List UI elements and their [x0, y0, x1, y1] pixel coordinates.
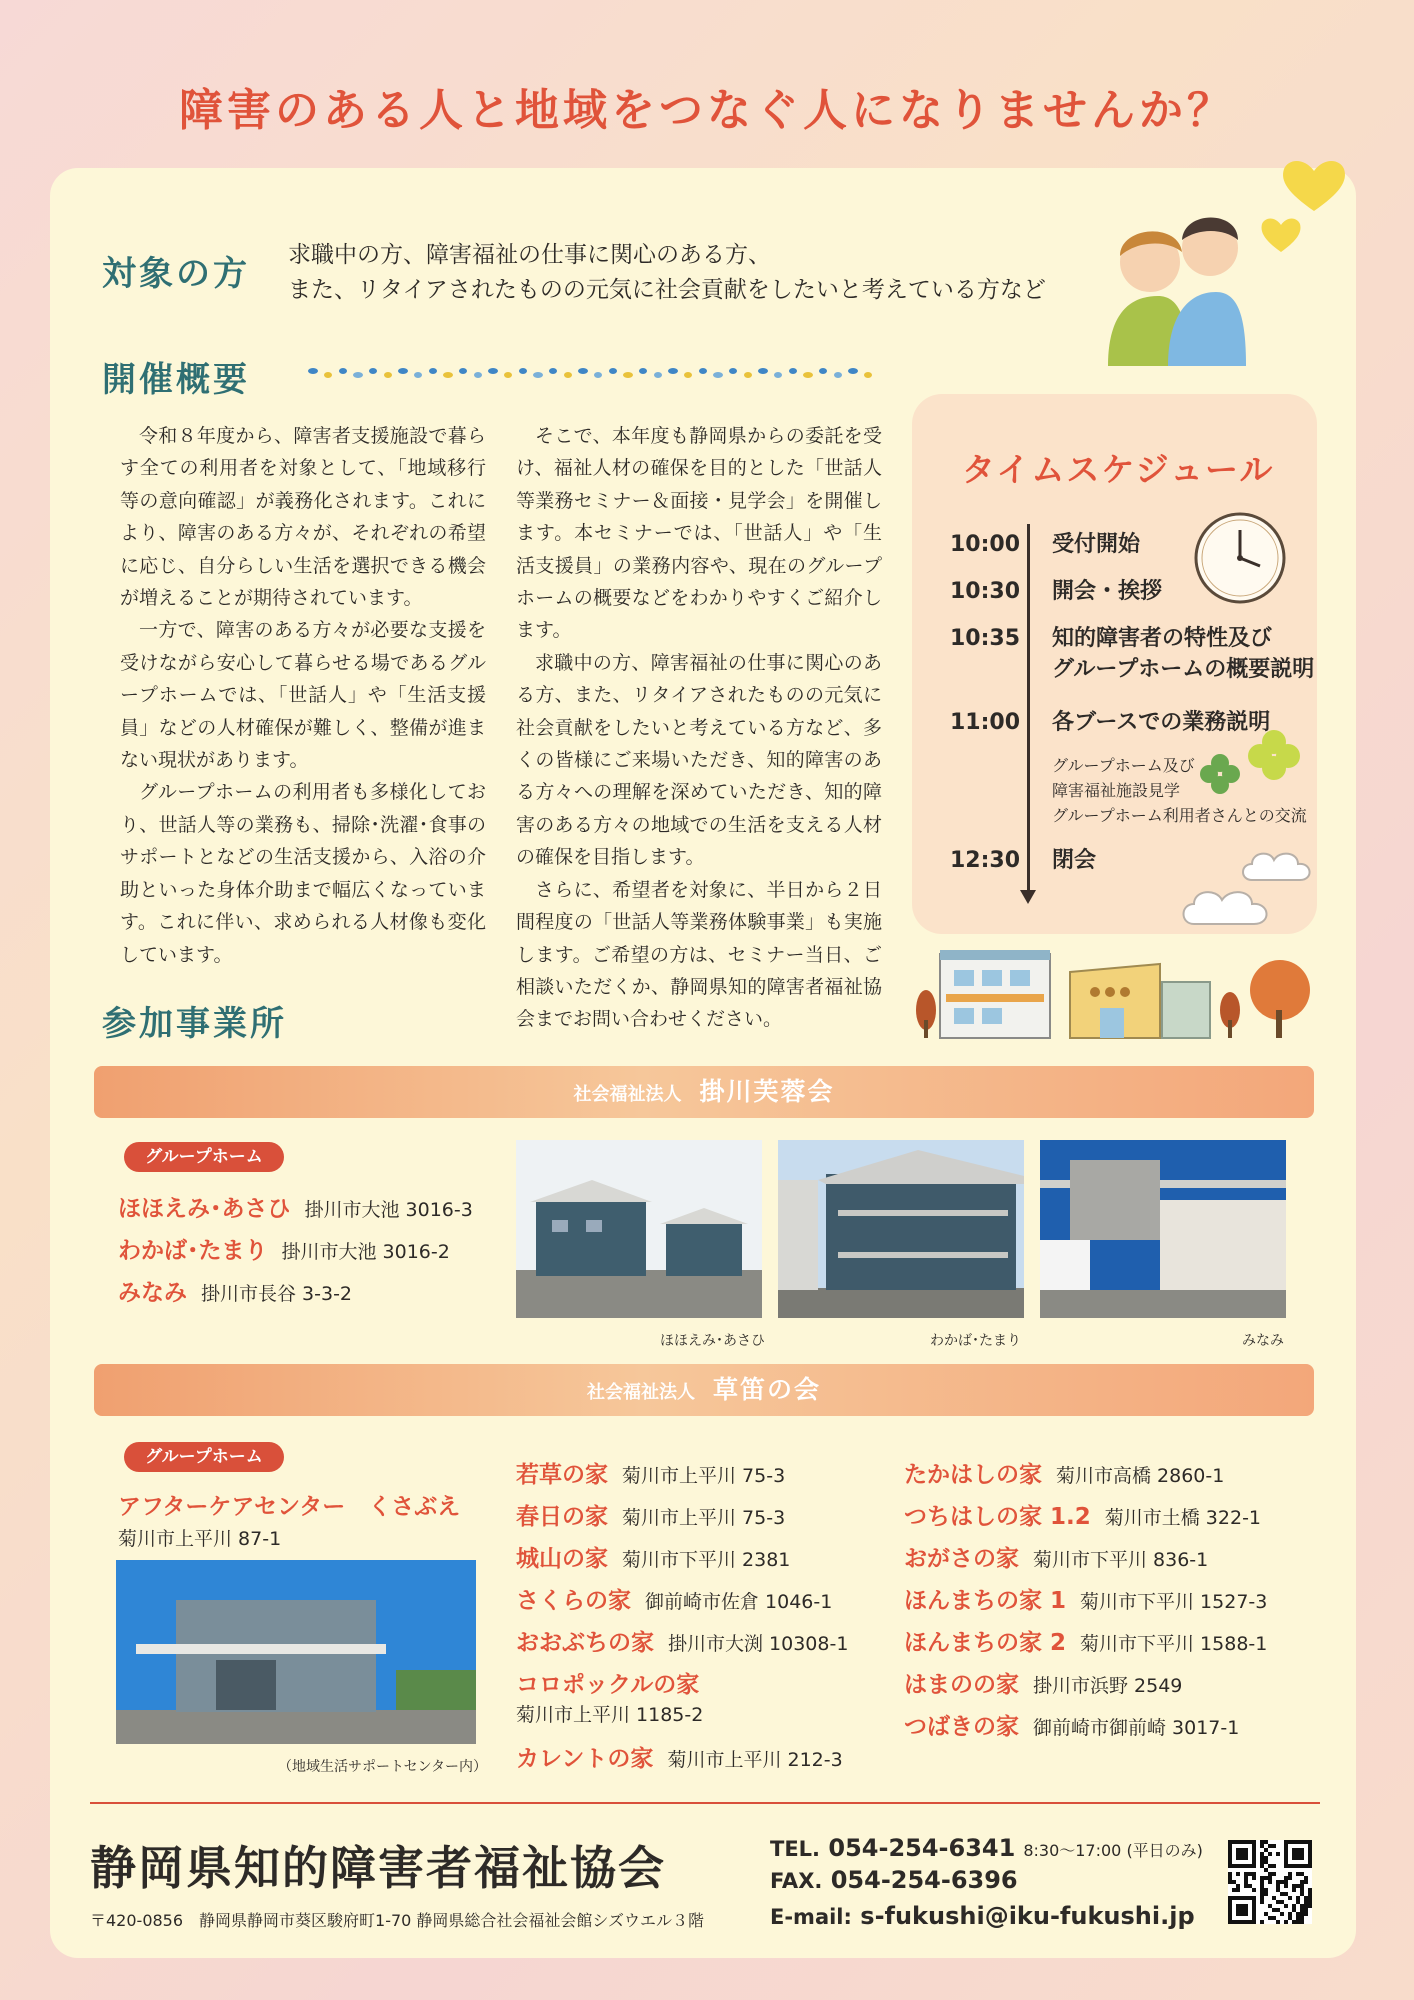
main-facility-name [118, 1488, 474, 1521]
decorative-dot [729, 368, 737, 374]
facility-row [904, 1540, 1208, 1573]
facility-row [118, 1190, 473, 1223]
decorative-dots [305, 364, 875, 382]
facility-address: 菊川市下平川 1588-1 [1080, 1633, 1268, 1655]
decorative-dot [594, 372, 602, 378]
decorative-dot [834, 372, 842, 378]
overview-paragraph: グループホームの利用者も多様化しており、世話人等の業務も、掃除･洗濯･食事のサポートとなどの生活支援から、入浴の介助といった身体介助まで幅広くなっています。これに伴い、求められる人材像も変化しています。 [120, 781, 486, 966]
schedule-title: タイムスケジュール [962, 450, 1275, 489]
facility-name: おがさの家 [904, 1546, 1019, 1572]
facility-address: 掛川市大渕 10308-1 [668, 1633, 849, 1655]
decorative-dot [864, 372, 872, 378]
schedule-time: 10:35 [950, 626, 1021, 651]
facility-row [118, 1274, 352, 1307]
facility-name: アフターケアセンター くさぶえ [118, 1494, 461, 1520]
footer-divider [90, 1802, 1320, 1804]
org-name: 草笛の会 [712, 1375, 821, 1404]
email-address[interactable]: s-fukushi@iku-fukushi.jp [860, 1902, 1195, 1930]
facility-address: 菊川市上平川 212-3 [667, 1749, 843, 1771]
facility-address: 掛川市大池 3016-3 [304, 1199, 473, 1221]
timeline-line [1027, 524, 1030, 896]
schedule-event: 開会・挨拶 [1052, 579, 1163, 604]
facility-photo [778, 1140, 1024, 1318]
facility-row [516, 1700, 703, 1727]
facility-row [904, 1456, 1224, 1489]
email-label: E-mail: [770, 1905, 852, 1929]
photo-caption: ほほえみ･あさひ [660, 1333, 765, 1349]
decorative-dot [564, 372, 572, 378]
decorative-dot [623, 372, 633, 378]
participants-title: 参加事業所 [102, 1004, 287, 1044]
decorative-dot [474, 372, 482, 378]
facility-name: つばきの家 [904, 1714, 1019, 1740]
photo-caption: みなみ [1242, 1333, 1284, 1349]
overview-paragraph: 求職中の方、障害福祉の仕事に関心のある方、また、リタイアされたものの元気に社会貢献をしたいと考えている方など、多くの皆様にご来場いただき、知的障害のある方々への理解を深めていただき、知的障害のある方々の地域での生活を支える人材の確保を目指します。 [516, 651, 882, 869]
facility-name: ほんまちの家 1 [904, 1588, 1067, 1614]
facility-address: 菊川市下平川 2381 [622, 1549, 791, 1571]
facility-name: 城山の家 [516, 1546, 608, 1572]
facility-row [904, 1582, 1267, 1615]
organization-address: 〒420-0856 静岡県静岡市葵区駿府町1-70 静岡県総合社会福祉会館シズウエル３階 [90, 1911, 704, 1930]
facility-address: 御前崎市御前崎 3017-1 [1033, 1717, 1240, 1739]
facility-name: たかはしの家 [904, 1462, 1042, 1488]
facility-name: さくらの家 [516, 1588, 631, 1614]
facility-address: 菊川市下平川 1527-3 [1080, 1591, 1268, 1613]
facility-photo [1040, 1140, 1286, 1318]
target-title: 対象の方 [102, 254, 250, 294]
facility-name: 若草の家 [516, 1462, 608, 1488]
houses-illustration [900, 930, 1320, 1040]
tel-label: TEL. [770, 1837, 821, 1861]
facility-name: つちはしの家 1.2 [904, 1504, 1091, 1530]
headline: 障害のある人と地域をつなぐ人になりませんか？ [179, 85, 1235, 136]
decorative-dot [384, 372, 392, 378]
decorative-dot [443, 372, 453, 378]
fax-label: FAX. [770, 1869, 823, 1893]
facility-row [516, 1456, 785, 1489]
facility-name: ほんまちの家 2 [904, 1630, 1067, 1656]
facility-row [904, 1708, 1239, 1741]
clock-icon [1192, 510, 1288, 606]
organization-name: 静岡県知的障害者福祉協会 [90, 1841, 666, 1895]
photo-caption: （地域生活サポートセンター内） [278, 1759, 488, 1775]
overview-paragraph: 令和８年度から、障害者支援施設で暮らす全ての利用者を対象として、「地域移行等の意向確認」が義務化されます。これにより、障害のある方々が、それぞれの希望に応じ、自分らしい生活を選択できる機会が増えることが期待されています。 [120, 425, 486, 610]
decorative-dot [758, 368, 768, 374]
facility-address: 菊川市高橋 2860-1 [1056, 1465, 1225, 1487]
fax-number: 054-254-6396 [830, 1866, 1018, 1894]
decorative-dot [533, 372, 543, 378]
schedule-time: 10:30 [950, 579, 1021, 604]
schedule-event: グループホームの概要説明 [1052, 657, 1315, 682]
qr-code[interactable] [1228, 1840, 1312, 1924]
org-prefix: 社会福祉法人 [586, 1382, 695, 1403]
decorative-dot [819, 368, 827, 374]
facility-name: コロポックルの家 [516, 1672, 700, 1698]
facility-row [516, 1540, 790, 1573]
schedule-event: 閉会 [1052, 848, 1097, 873]
facility-row [516, 1740, 843, 1773]
facility-row [904, 1666, 1182, 1699]
facility-name: ほほえみ･あさひ [118, 1196, 291, 1222]
facility-address: 菊川市上平川 87-1 [118, 1528, 282, 1550]
facility-name: はまのの家 [904, 1672, 1019, 1698]
decorative-dot [803, 372, 813, 378]
decorative-dot [699, 368, 707, 374]
schedule-event: 知的障害者の特性及び [1052, 626, 1273, 651]
decorative-dot [519, 368, 527, 374]
schedule-time: 12:30 [950, 848, 1021, 873]
heart-icon [1258, 214, 1304, 254]
facility-address: 掛川市長谷 3-3-2 [201, 1283, 353, 1305]
decorative-dot [324, 372, 332, 378]
tel-number[interactable]: 054-254-6341 [828, 1834, 1016, 1862]
decorative-dot [848, 368, 858, 374]
facility-row [516, 1666, 713, 1699]
facility-name: みなみ [118, 1280, 187, 1306]
schedule-sub: グループホーム及び [1052, 756, 1195, 775]
decorative-dot [684, 372, 692, 378]
decorative-dot [414, 372, 422, 378]
decorative-dot [353, 372, 363, 378]
schedule-sub: 障害福祉施設見学 [1052, 781, 1181, 800]
facility-photo [516, 1140, 762, 1318]
couple-illustration [1098, 196, 1248, 370]
decorative-dot [668, 368, 678, 374]
overview-column-1 [120, 420, 486, 971]
facility-name: カレントの家 [516, 1746, 654, 1772]
decorative-dot [609, 368, 617, 374]
facility-photo [116, 1560, 476, 1744]
tel-line [770, 1834, 1203, 1862]
schedule-event: 受付開始 [1052, 532, 1141, 557]
facility-row [516, 1582, 832, 1615]
org-name: 掛川芙蓉会 [699, 1077, 835, 1106]
facility-row [904, 1624, 1267, 1657]
decorative-dot [654, 372, 662, 378]
decorative-dot [429, 368, 437, 374]
decorative-dot [504, 372, 512, 378]
facility-address: 菊川市下平川 836-1 [1033, 1549, 1209, 1571]
timeline-arrow [1020, 890, 1036, 904]
schedule-event: 各ブースでの業務説明 [1052, 710, 1271, 735]
facility-name: わかば･たまり [118, 1238, 268, 1264]
fax-line [770, 1866, 1018, 1894]
overview-column-2 [516, 420, 882, 1036]
decorative-dot [578, 368, 588, 374]
org-band-kusabue [94, 1364, 1314, 1416]
clover-icon [1198, 752, 1242, 796]
cloud-icon [1178, 884, 1278, 930]
photo-caption: わかば･たまり [930, 1333, 1021, 1349]
overview-paragraph: さらに、希望者を対象に、半日から２日間程度の「世話人等業務体験事業」も実施します。ご希望の方は、セミナー当日、ご相談いただくか、静岡県知的障害者福祉協会までお問い合わせください。 [516, 878, 882, 1031]
target-line-2: また、リタイアされたものの元気に社会貢献をしたいと考えている方など [288, 277, 1046, 303]
facility-name: 春日の家 [516, 1504, 608, 1530]
schedule-time: 11:00 [950, 710, 1021, 735]
facility-address: 菊川市上平川 75-3 [622, 1507, 786, 1529]
group-home-tag: グループホーム [124, 1442, 284, 1472]
facility-address: 掛川市浜野 2549 [1033, 1675, 1183, 1697]
facility-address: 菊川市土橋 322-1 [1104, 1507, 1262, 1529]
decorative-dot [789, 368, 797, 374]
decorative-dot [713, 372, 723, 378]
decorative-dot [308, 368, 318, 374]
overview-paragraph: そこで、本年度も静岡県からの委託を受け、福祉人材の確保を目的とした「世話人等業務セミナー＆面接・見学会」を開催します。本セミナーでは、「世話人」や「生活支援員」の業務内容や、現在のグループホームの概要などをわかりやすくご紹介します。 [516, 425, 882, 642]
office-hours: 8:30～17:00 (平日のみ) [1023, 1841, 1203, 1860]
facility-name: おおぶちの家 [516, 1630, 654, 1656]
overview-paragraph: 一方で、障害のある方々が必要な支援を受けながら安心して暮らせる場であるグループホームでは、「世話人」や「生活支援員」などの人材確保が難しく、整備が進まない現状があります。 [120, 619, 486, 772]
facility-row [904, 1498, 1261, 1531]
main-facility-address [118, 1524, 281, 1551]
facility-address: 菊川市上平川 1185-2 [516, 1704, 704, 1726]
facility-address: 掛川市大池 3016-2 [281, 1241, 450, 1263]
facility-row [516, 1624, 848, 1657]
decorative-dot [339, 368, 347, 374]
decorative-dot [744, 372, 752, 378]
decorative-dot [369, 368, 377, 374]
facility-row [516, 1498, 785, 1531]
decorative-dot [398, 368, 408, 374]
schedule-sub: グループホーム利用者さんとの交流 [1052, 806, 1307, 825]
cloud-icon [1238, 846, 1318, 886]
facility-row [118, 1232, 450, 1265]
group-home-tag: グループホーム [124, 1142, 284, 1172]
org-band-kakegawa [94, 1066, 1314, 1118]
email-line [770, 1902, 1195, 1930]
org-prefix: 社会福祉法人 [573, 1084, 682, 1105]
target-line-1: 求職中の方、障害福祉の仕事に関心のある方、 [288, 242, 771, 268]
decorative-dot [774, 372, 782, 378]
overview-title: 開催概要 [102, 360, 250, 400]
decorative-dot [549, 368, 557, 374]
facility-address: 菊川市上平川 75-3 [622, 1465, 786, 1487]
decorative-dot [639, 368, 647, 374]
decorative-dot [488, 368, 498, 374]
decorative-dot [459, 368, 467, 374]
clover-icon [1244, 726, 1304, 786]
facility-address: 御前崎市佐倉 1046-1 [645, 1591, 833, 1613]
heart-icon [1278, 155, 1350, 215]
schedule-time: 10:00 [950, 532, 1021, 557]
